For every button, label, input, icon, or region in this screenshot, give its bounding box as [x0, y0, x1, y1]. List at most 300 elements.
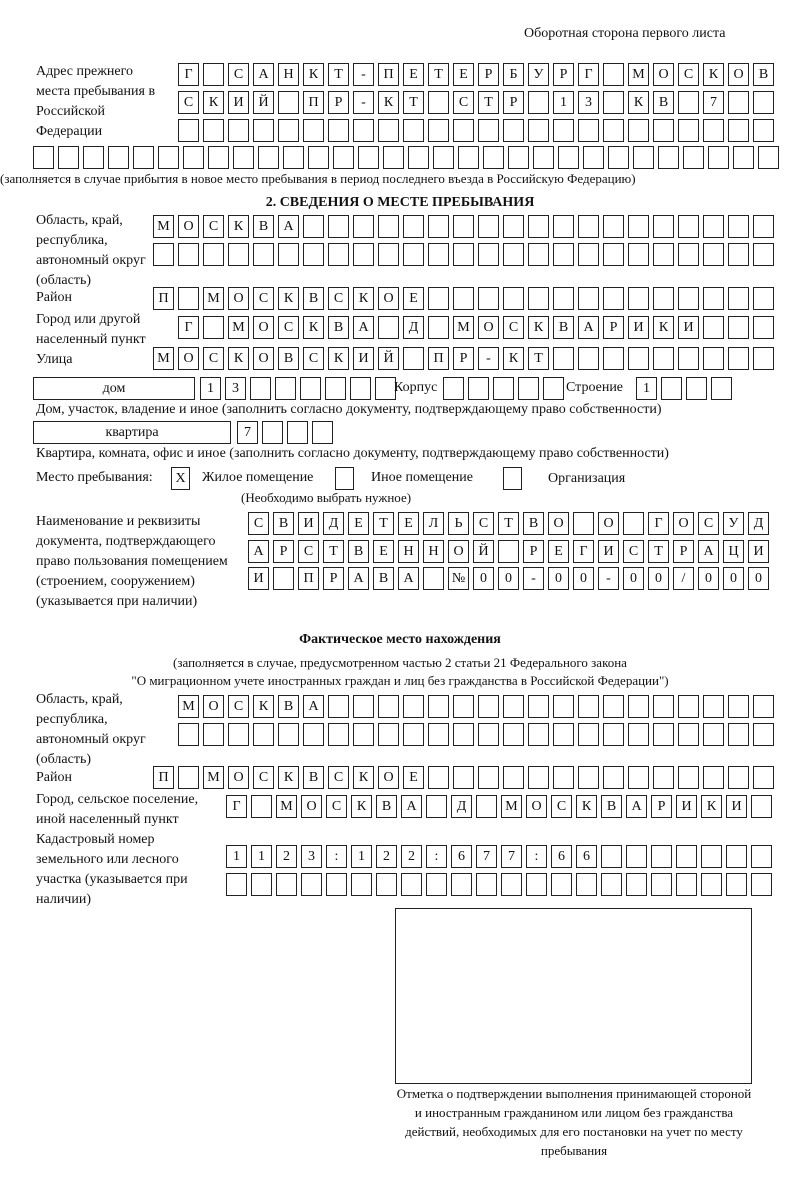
char-cell[interactable]: К: [378, 91, 399, 114]
char-cell[interactable]: [658, 146, 679, 169]
char-cell[interactable]: [403, 347, 424, 370]
char-cell[interactable]: /: [673, 567, 694, 590]
char-cell[interactable]: 0: [498, 567, 519, 590]
char-cell[interactable]: К: [353, 766, 374, 789]
char-cell[interactable]: [576, 873, 597, 896]
char-cell[interactable]: [753, 766, 774, 789]
char-cell[interactable]: [628, 215, 649, 238]
char-cell[interactable]: [426, 795, 447, 818]
char-cell[interactable]: П: [428, 347, 449, 370]
char-cell[interactable]: [451, 873, 472, 896]
char-cell[interactable]: Р: [553, 63, 574, 86]
char-cell[interactable]: [428, 766, 449, 789]
char-cell[interactable]: [426, 873, 447, 896]
char-cell[interactable]: [303, 723, 324, 746]
char-cell[interactable]: С: [326, 795, 347, 818]
char-cell[interactable]: -: [598, 567, 619, 590]
char-cell[interactable]: [375, 377, 396, 400]
char-cell[interactable]: [262, 421, 283, 444]
char-cell[interactable]: [378, 723, 399, 746]
char-cell[interactable]: [728, 243, 749, 266]
char-cell[interactable]: :: [426, 845, 447, 868]
char-cell[interactable]: В: [376, 795, 397, 818]
char-cell[interactable]: [350, 377, 371, 400]
char-cell[interactable]: [728, 287, 749, 310]
char-cell[interactable]: [683, 146, 704, 169]
char-cell[interactable]: Р: [323, 567, 344, 590]
char-cell[interactable]: [478, 723, 499, 746]
char-cell[interactable]: 3: [225, 377, 246, 400]
char-cell[interactable]: [478, 119, 499, 142]
char-cell[interactable]: В: [303, 766, 324, 789]
char-cell[interactable]: [428, 695, 449, 718]
char-cell[interactable]: [403, 723, 424, 746]
char-cell[interactable]: [300, 377, 321, 400]
char-cell[interactable]: С: [178, 91, 199, 114]
char-cell[interactable]: [626, 873, 647, 896]
apartment-number-field[interactable]: [237, 421, 333, 444]
char-cell[interactable]: [251, 873, 272, 896]
char-cell[interactable]: [376, 873, 397, 896]
actual-region-row-2[interactable]: [178, 723, 774, 746]
char-cell[interactable]: Д: [323, 512, 344, 535]
char-cell[interactable]: М: [203, 287, 224, 310]
char-cell[interactable]: Т: [403, 91, 424, 114]
char-cell[interactable]: [553, 347, 574, 370]
char-cell[interactable]: [287, 421, 308, 444]
char-cell[interactable]: [626, 845, 647, 868]
char-cell[interactable]: [403, 119, 424, 142]
char-cell[interactable]: [458, 146, 479, 169]
char-cell[interactable]: К: [653, 316, 674, 339]
char-cell[interactable]: :: [326, 845, 347, 868]
previous-address-row-3[interactable]: [178, 119, 774, 142]
char-cell[interactable]: [753, 243, 774, 266]
char-cell[interactable]: В: [278, 347, 299, 370]
char-cell[interactable]: [653, 243, 674, 266]
char-cell[interactable]: [353, 723, 374, 746]
char-cell[interactable]: П: [378, 63, 399, 86]
previous-address-row-4[interactable]: [33, 146, 779, 169]
char-cell[interactable]: С: [253, 287, 274, 310]
char-cell[interactable]: [733, 146, 754, 169]
char-cell[interactable]: 7: [501, 845, 522, 868]
char-cell[interactable]: :: [526, 845, 547, 868]
char-cell[interactable]: О: [478, 316, 499, 339]
char-cell[interactable]: [303, 243, 324, 266]
char-cell[interactable]: [651, 873, 672, 896]
char-cell[interactable]: 6: [451, 845, 472, 868]
char-cell[interactable]: И: [678, 316, 699, 339]
char-cell[interactable]: -: [353, 63, 374, 86]
char-cell[interactable]: 0: [698, 567, 719, 590]
char-cell[interactable]: 7: [237, 421, 258, 444]
char-cell[interactable]: [728, 119, 749, 142]
char-cell[interactable]: С: [303, 347, 324, 370]
char-cell[interactable]: [528, 723, 549, 746]
char-cell[interactable]: [273, 567, 294, 590]
char-cell[interactable]: [728, 723, 749, 746]
char-cell[interactable]: И: [726, 795, 747, 818]
char-cell[interactable]: Р: [453, 347, 474, 370]
char-cell[interactable]: Т: [428, 63, 449, 86]
checkbox-organization[interactable]: [503, 467, 522, 490]
char-cell[interactable]: 1: [226, 845, 247, 868]
char-cell[interactable]: [551, 873, 572, 896]
char-cell[interactable]: К: [353, 287, 374, 310]
char-cell[interactable]: Е: [403, 287, 424, 310]
char-cell[interactable]: [578, 287, 599, 310]
char-cell[interactable]: -: [523, 567, 544, 590]
char-cell[interactable]: [401, 873, 422, 896]
char-cell[interactable]: В: [553, 316, 574, 339]
char-cell[interactable]: И: [248, 567, 269, 590]
char-cell[interactable]: Р: [273, 540, 294, 563]
char-cell[interactable]: [676, 873, 697, 896]
char-cell[interactable]: [278, 91, 299, 114]
char-cell[interactable]: [653, 347, 674, 370]
char-cell[interactable]: [711, 377, 732, 400]
char-cell[interactable]: [453, 695, 474, 718]
char-cell[interactable]: [303, 119, 324, 142]
char-cell[interactable]: [428, 723, 449, 746]
char-cell[interactable]: [678, 91, 699, 114]
char-cell[interactable]: Г: [573, 540, 594, 563]
char-cell[interactable]: [678, 695, 699, 718]
char-cell[interactable]: [403, 215, 424, 238]
char-cell[interactable]: К: [278, 766, 299, 789]
char-cell[interactable]: Д: [451, 795, 472, 818]
char-cell[interactable]: [528, 287, 549, 310]
char-cell[interactable]: И: [598, 540, 619, 563]
char-cell[interactable]: [678, 347, 699, 370]
char-cell[interactable]: [608, 146, 629, 169]
char-cell[interactable]: [603, 766, 624, 789]
char-cell[interactable]: [728, 316, 749, 339]
char-cell[interactable]: [573, 512, 594, 535]
char-cell[interactable]: Д: [403, 316, 424, 339]
char-cell[interactable]: С: [453, 91, 474, 114]
char-cell[interactable]: Е: [453, 63, 474, 86]
char-cell[interactable]: [258, 146, 279, 169]
char-cell[interactable]: [526, 873, 547, 896]
char-cell[interactable]: [533, 146, 554, 169]
char-cell[interactable]: О: [228, 287, 249, 310]
char-cell[interactable]: О: [301, 795, 322, 818]
char-cell[interactable]: [428, 243, 449, 266]
char-cell[interactable]: [33, 146, 54, 169]
char-cell[interactable]: Г: [178, 63, 199, 86]
city-field[interactable]: [178, 316, 774, 339]
char-cell[interactable]: П: [153, 766, 174, 789]
char-cell[interactable]: О: [178, 347, 199, 370]
char-cell[interactable]: [228, 243, 249, 266]
char-cell[interactable]: Т: [528, 347, 549, 370]
char-cell[interactable]: [578, 766, 599, 789]
char-cell[interactable]: Г: [648, 512, 669, 535]
char-cell[interactable]: О: [653, 63, 674, 86]
char-cell[interactable]: А: [253, 63, 274, 86]
char-cell[interactable]: [623, 512, 644, 535]
char-cell[interactable]: [278, 723, 299, 746]
char-cell[interactable]: А: [248, 540, 269, 563]
char-cell[interactable]: [701, 845, 722, 868]
char-cell[interactable]: [678, 287, 699, 310]
char-cell[interactable]: [753, 723, 774, 746]
char-cell[interactable]: [250, 377, 271, 400]
char-cell[interactable]: И: [748, 540, 769, 563]
char-cell[interactable]: И: [228, 91, 249, 114]
char-cell[interactable]: Ь: [448, 512, 469, 535]
char-cell[interactable]: Е: [403, 63, 424, 86]
char-cell[interactable]: 0: [623, 567, 644, 590]
char-cell[interactable]: [603, 215, 624, 238]
char-cell[interactable]: Р: [478, 63, 499, 86]
char-cell[interactable]: М: [628, 63, 649, 86]
char-cell[interactable]: К: [228, 347, 249, 370]
actual-district-field[interactable]: [153, 766, 774, 789]
char-cell[interactable]: [312, 421, 333, 444]
char-cell[interactable]: 1: [553, 91, 574, 114]
char-cell[interactable]: [603, 243, 624, 266]
char-cell[interactable]: С: [203, 215, 224, 238]
char-cell[interactable]: [428, 287, 449, 310]
char-cell[interactable]: А: [303, 695, 324, 718]
char-cell[interactable]: [325, 377, 346, 400]
char-cell[interactable]: М: [153, 347, 174, 370]
char-cell[interactable]: В: [278, 695, 299, 718]
char-cell[interactable]: [628, 695, 649, 718]
char-cell[interactable]: [603, 91, 624, 114]
char-cell[interactable]: [328, 215, 349, 238]
char-cell[interactable]: [678, 215, 699, 238]
char-cell[interactable]: 0: [573, 567, 594, 590]
char-cell[interactable]: М: [228, 316, 249, 339]
char-cell[interactable]: [553, 766, 574, 789]
char-cell[interactable]: [203, 119, 224, 142]
char-cell[interactable]: [603, 347, 624, 370]
char-cell[interactable]: [378, 316, 399, 339]
char-cell[interactable]: [678, 243, 699, 266]
char-cell[interactable]: И: [298, 512, 319, 535]
char-cell[interactable]: [428, 91, 449, 114]
street-field[interactable]: [153, 347, 774, 370]
char-cell[interactable]: Р: [673, 540, 694, 563]
previous-address-row-2[interactable]: [178, 91, 774, 114]
char-cell[interactable]: [226, 873, 247, 896]
char-cell[interactable]: [628, 119, 649, 142]
char-cell[interactable]: [503, 243, 524, 266]
char-cell[interactable]: [703, 766, 724, 789]
char-cell[interactable]: А: [626, 795, 647, 818]
char-cell[interactable]: Т: [323, 540, 344, 563]
char-cell[interactable]: [228, 119, 249, 142]
char-cell[interactable]: 7: [476, 845, 497, 868]
char-cell[interactable]: [478, 766, 499, 789]
char-cell[interactable]: И: [628, 316, 649, 339]
char-cell[interactable]: 3: [578, 91, 599, 114]
char-cell[interactable]: [653, 215, 674, 238]
char-cell[interactable]: [453, 243, 474, 266]
char-cell[interactable]: К: [303, 316, 324, 339]
char-cell[interactable]: М: [153, 215, 174, 238]
char-cell[interactable]: Ц: [723, 540, 744, 563]
char-cell[interactable]: [653, 695, 674, 718]
char-cell[interactable]: [428, 316, 449, 339]
char-cell[interactable]: [178, 766, 199, 789]
char-cell[interactable]: -: [478, 347, 499, 370]
char-cell[interactable]: [503, 766, 524, 789]
char-cell[interactable]: Т: [498, 512, 519, 535]
char-cell[interactable]: [158, 146, 179, 169]
korpus-field[interactable]: [443, 377, 564, 400]
char-cell[interactable]: [328, 695, 349, 718]
char-cell[interactable]: [378, 119, 399, 142]
char-cell[interactable]: У: [723, 512, 744, 535]
char-cell[interactable]: [178, 723, 199, 746]
char-cell[interactable]: Е: [348, 512, 369, 535]
char-cell[interactable]: Е: [398, 512, 419, 535]
char-cell[interactable]: К: [303, 63, 324, 86]
char-cell[interactable]: [353, 119, 374, 142]
char-cell[interactable]: [476, 795, 497, 818]
char-cell[interactable]: [253, 243, 274, 266]
char-cell[interactable]: Н: [278, 63, 299, 86]
char-cell[interactable]: В: [601, 795, 622, 818]
char-cell[interactable]: [651, 845, 672, 868]
char-cell[interactable]: [728, 695, 749, 718]
char-cell[interactable]: [603, 723, 624, 746]
char-cell[interactable]: В: [523, 512, 544, 535]
char-cell[interactable]: В: [328, 316, 349, 339]
char-cell[interactable]: О: [728, 63, 749, 86]
char-cell[interactable]: [678, 723, 699, 746]
char-cell[interactable]: Р: [503, 91, 524, 114]
char-cell[interactable]: [528, 215, 549, 238]
char-cell[interactable]: [478, 215, 499, 238]
char-cell[interactable]: 1: [251, 845, 272, 868]
char-cell[interactable]: [353, 215, 374, 238]
char-cell[interactable]: С: [228, 63, 249, 86]
char-cell[interactable]: [728, 215, 749, 238]
char-cell[interactable]: [703, 287, 724, 310]
char-cell[interactable]: [351, 873, 372, 896]
char-cell[interactable]: Р: [523, 540, 544, 563]
char-cell[interactable]: 2: [376, 845, 397, 868]
char-cell[interactable]: А: [698, 540, 719, 563]
char-cell[interactable]: Р: [603, 316, 624, 339]
char-cell[interactable]: С: [698, 512, 719, 535]
char-cell[interactable]: [528, 695, 549, 718]
building-field[interactable]: [636, 377, 732, 400]
char-cell[interactable]: О: [673, 512, 694, 535]
char-cell[interactable]: С: [678, 63, 699, 86]
char-cell[interactable]: К: [503, 347, 524, 370]
char-cell[interactable]: [203, 243, 224, 266]
char-cell[interactable]: А: [398, 567, 419, 590]
actual-region-row-1[interactable]: [178, 695, 774, 718]
char-cell[interactable]: Т: [648, 540, 669, 563]
char-cell[interactable]: [203, 63, 224, 86]
char-cell[interactable]: С: [328, 287, 349, 310]
char-cell[interactable]: [468, 377, 489, 400]
char-cell[interactable]: [353, 695, 374, 718]
char-cell[interactable]: [403, 243, 424, 266]
document-row-2[interactable]: [248, 540, 769, 563]
char-cell[interactable]: [753, 287, 774, 310]
char-cell[interactable]: С: [278, 316, 299, 339]
char-cell[interactable]: [453, 119, 474, 142]
char-cell[interactable]: В: [303, 287, 324, 310]
char-cell[interactable]: [703, 215, 724, 238]
document-row-1[interactable]: [248, 512, 769, 535]
char-cell[interactable]: Г: [178, 316, 199, 339]
document-row-3[interactable]: [248, 567, 769, 590]
char-cell[interactable]: Н: [398, 540, 419, 563]
char-cell[interactable]: Л: [423, 512, 444, 535]
char-cell[interactable]: Н: [423, 540, 444, 563]
char-cell[interactable]: А: [401, 795, 422, 818]
char-cell[interactable]: Й: [473, 540, 494, 563]
char-cell[interactable]: [758, 146, 779, 169]
char-cell[interactable]: [251, 795, 272, 818]
char-cell[interactable]: М: [178, 695, 199, 718]
previous-address-row-1[interactable]: [178, 63, 774, 86]
char-cell[interactable]: [753, 347, 774, 370]
char-cell[interactable]: [433, 146, 454, 169]
char-cell[interactable]: [498, 540, 519, 563]
char-cell[interactable]: [728, 347, 749, 370]
char-cell[interactable]: О: [228, 766, 249, 789]
char-cell[interactable]: [303, 215, 324, 238]
char-cell[interactable]: К: [351, 795, 372, 818]
char-cell[interactable]: [378, 215, 399, 238]
char-cell[interactable]: С: [328, 766, 349, 789]
char-cell[interactable]: [108, 146, 129, 169]
char-cell[interactable]: [726, 845, 747, 868]
char-cell[interactable]: [708, 146, 729, 169]
char-cell[interactable]: [578, 347, 599, 370]
char-cell[interactable]: В: [273, 512, 294, 535]
char-cell[interactable]: О: [178, 215, 199, 238]
char-cell[interactable]: 1: [200, 377, 221, 400]
char-cell[interactable]: С: [248, 512, 269, 535]
char-cell[interactable]: 7: [703, 91, 724, 114]
char-cell[interactable]: [503, 119, 524, 142]
char-cell[interactable]: Г: [226, 795, 247, 818]
char-cell[interactable]: [153, 243, 174, 266]
char-cell[interactable]: К: [576, 795, 597, 818]
char-cell[interactable]: [676, 845, 697, 868]
char-cell[interactable]: [528, 119, 549, 142]
char-cell[interactable]: О: [598, 512, 619, 535]
char-cell[interactable]: К: [253, 695, 274, 718]
char-cell[interactable]: Р: [651, 795, 672, 818]
char-cell[interactable]: [453, 723, 474, 746]
char-cell[interactable]: 0: [548, 567, 569, 590]
char-cell[interactable]: [483, 146, 504, 169]
char-cell[interactable]: П: [303, 91, 324, 114]
char-cell[interactable]: В: [253, 215, 274, 238]
char-cell[interactable]: О: [253, 347, 274, 370]
char-cell[interactable]: [558, 146, 579, 169]
house-number-field[interactable]: [200, 377, 396, 400]
char-cell[interactable]: [378, 695, 399, 718]
char-cell[interactable]: [653, 723, 674, 746]
char-cell[interactable]: К: [703, 63, 724, 86]
char-cell[interactable]: К: [628, 91, 649, 114]
char-cell[interactable]: [333, 146, 354, 169]
